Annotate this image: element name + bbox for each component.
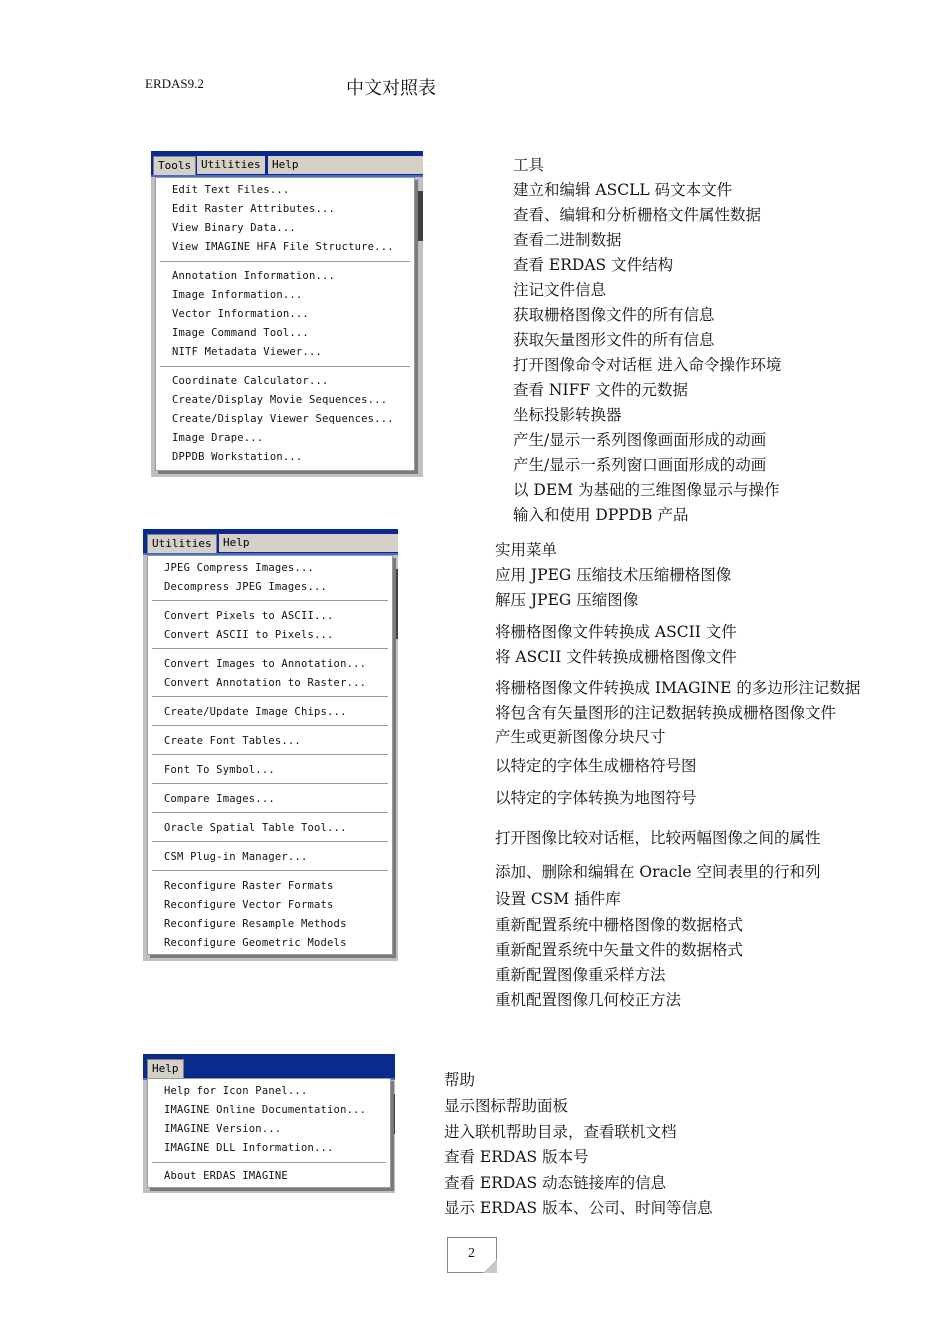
menu-item[interactable]: Reconfigure Raster Formats <box>164 880 334 892</box>
page-number: 2 <box>468 1246 475 1261</box>
menu-item[interactable]: IMAGINE Online Documentation... <box>164 1104 367 1116</box>
page-title: 中文对照表 <box>346 78 436 99</box>
description-text: 重新配置系统中栅格图像的数据格式 <box>495 916 744 934</box>
menu-item[interactable]: Oracle Spatial Table Tool... <box>164 822 347 834</box>
menu-item[interactable]: Convert Images to Annotation... <box>164 658 367 670</box>
menu-item[interactable]: Edit Raster Attributes... <box>172 203 336 215</box>
page-number-box <box>447 1237 497 1273</box>
description-text: 进入联机帮助目录，查看联机文档 <box>444 1123 677 1141</box>
menu-item[interactable]: Create/Display Viewer Sequences... <box>172 413 394 425</box>
menu-separator <box>152 812 388 814</box>
utilities-dropdown <box>147 555 393 955</box>
header-product: ERDAS9.2 <box>145 76 204 91</box>
description-text: 添加、删除和编辑在 Oracle 空间表里的行和列 <box>495 863 821 881</box>
menu-item[interactable]: Convert Annotation to Raster... <box>164 677 367 689</box>
help-heading: 帮助 <box>444 1071 476 1089</box>
description-text: 将包含有矢量图形的注记数据转换成栅格图像文件 <box>495 704 837 722</box>
menu-item[interactable]: Help for Icon Panel... <box>164 1085 308 1097</box>
description-text: 显示图标帮助面板 <box>444 1097 569 1115</box>
description-text: 产生/显示一系列图像画面形成的动画 <box>513 431 767 449</box>
description-text: 设置 CSM 插件库 <box>495 890 621 908</box>
menu-separator <box>152 696 388 698</box>
description-text: 以特定的字体转换为地图符号 <box>495 789 697 807</box>
menu-separator <box>152 783 388 785</box>
description-text: 打开图像命令对话框 进入命令操作环境 <box>513 356 782 374</box>
description-text: 获取矢量图形文件的所有信息 <box>513 331 715 349</box>
utilities-menu-screenshot <box>143 529 398 961</box>
menu-separator <box>152 725 388 727</box>
menu-item[interactable]: Edit Text Files... <box>172 184 290 196</box>
menu-item[interactable]: DPPDB Workstation... <box>172 451 303 463</box>
description-text: 产生或更新图像分块尺寸 <box>495 728 666 746</box>
menu-separator <box>152 870 388 872</box>
description-text: 查看 NIFF 文件的元数据 <box>513 381 689 399</box>
utilities-heading: 实用菜单 <box>495 541 558 559</box>
menu-item[interactable]: Create/Display Movie Sequences... <box>172 394 388 406</box>
menu-tools[interactable]: Tools <box>153 156 196 175</box>
menu-utilities[interactable]: Utilities <box>197 156 265 174</box>
description-text: 将栅格图像文件转换成 IMAGINE 的多边形注记数据 <box>495 679 861 697</box>
menu-separator <box>160 261 410 263</box>
menu-item[interactable]: Convert ASCII to Pixels... <box>164 629 334 641</box>
description-text: 重新配置图像重采样方法 <box>495 966 666 984</box>
description-text: 注记文件信息 <box>513 281 607 299</box>
menu-item[interactable]: NITF Metadata Viewer... <box>172 346 322 358</box>
description-text: 建立和编辑 ASCLL 码文本文件 <box>513 181 733 199</box>
menu-separator <box>152 841 388 843</box>
description-text: 查看 ERDAS 动态链接库的信息 <box>444 1174 667 1192</box>
menu-help[interactable]: Help <box>219 534 398 552</box>
tools-dropdown <box>155 177 415 471</box>
menu-separator <box>152 1162 386 1164</box>
menu-item[interactable]: Coordinate Calculator... <box>172 375 329 387</box>
menu-item[interactable]: Reconfigure Geometric Models <box>164 937 347 949</box>
menu-item[interactable]: JPEG Compress Images... <box>164 562 314 574</box>
description-text: 查看二进制数据 <box>513 231 622 249</box>
description-text: 将 ASCII 文件转换成栅格图像文件 <box>495 648 737 666</box>
menu-item[interactable]: Reconfigure Vector Formats <box>164 899 334 911</box>
menu-item[interactable]: Annotation Information... <box>172 270 336 282</box>
menu-utilities[interactable]: Utilities <box>147 534 217 553</box>
description-text: 将栅格图像文件转换成 ASCII 文件 <box>495 623 737 641</box>
description-text: 解压 JPEG 压缩图像 <box>495 591 639 609</box>
menu-item[interactable]: CSM Plug-in Manager... <box>164 851 308 863</box>
description-text: 显示 ERDAS 版本、公司、时间等信息 <box>444 1199 713 1217</box>
description-text: 查看 ERDAS 版本号 <box>444 1148 589 1166</box>
menu-separator <box>160 366 410 368</box>
description-text: 以 DEM 为基础的三维图像显示与操作 <box>513 481 780 499</box>
menu-separator <box>152 600 388 602</box>
menu-item[interactable]: Image Command Tool... <box>172 327 309 339</box>
menu-item[interactable]: Compare Images... <box>164 793 275 805</box>
page-curl-icon <box>483 1259 497 1273</box>
description-text: 产生/显示一系列窗口画面形成的动画 <box>513 456 767 474</box>
menu-help[interactable]: Help <box>268 156 423 174</box>
description-text: 重机配置图像几何校正方法 <box>495 991 682 1009</box>
menu-item[interactable]: Decompress JPEG Images... <box>164 581 328 593</box>
description-text: 以特定的字体生成栅格符号图 <box>495 757 697 775</box>
menu-item[interactable]: Convert Pixels to ASCII... <box>164 610 334 622</box>
help-menu-screenshot <box>143 1054 395 1193</box>
menu-item[interactable]: Image Information... <box>172 289 303 301</box>
description-text: 坐标投影转换器 <box>513 406 622 424</box>
menu-item[interactable]: View IMAGINE HFA File Structure... <box>172 241 394 253</box>
description-text: 查看 ERDAS 文件结构 <box>513 256 674 274</box>
menu-item[interactable]: IMAGINE Version... <box>164 1123 282 1135</box>
background-window-edge <box>417 191 423 241</box>
description-text: 查看、编辑和分析栅格文件属性数据 <box>513 206 762 224</box>
description-text: 重新配置系统中矢量文件的数据格式 <box>495 941 744 959</box>
menu-item[interactable]: IMAGINE DLL Information... <box>164 1142 334 1154</box>
menu-item[interactable]: Reconfigure Resample Methods <box>164 918 347 930</box>
menu-help[interactable]: Help <box>147 1059 184 1078</box>
help-dropdown <box>147 1078 391 1188</box>
tools-menu-screenshot <box>151 151 423 477</box>
menu-item[interactable]: Create/Update Image Chips... <box>164 706 347 718</box>
menu-item[interactable]: About ERDAS IMAGINE <box>164 1170 288 1182</box>
menu-item[interactable]: Font To Symbol... <box>164 764 275 776</box>
menu-item[interactable]: View Binary Data... <box>172 222 296 234</box>
menu-separator <box>152 648 388 650</box>
description-text: 输入和使用 DPPDB 产品 <box>513 506 689 524</box>
description-text: 获取栅格图像文件的所有信息 <box>513 306 715 324</box>
menu-item[interactable]: Create Font Tables... <box>164 735 301 747</box>
description-text: 打开图像比较对话框，比较两幅图像之间的属性 <box>495 829 821 847</box>
menu-item[interactable]: Image Drape... <box>172 432 264 444</box>
description-text: 应用 JPEG 压缩技术压缩栅格图像 <box>495 566 732 584</box>
menu-item[interactable]: Vector Information... <box>172 308 309 320</box>
menu-separator <box>152 754 388 756</box>
tools-heading: 工具 <box>513 156 545 174</box>
